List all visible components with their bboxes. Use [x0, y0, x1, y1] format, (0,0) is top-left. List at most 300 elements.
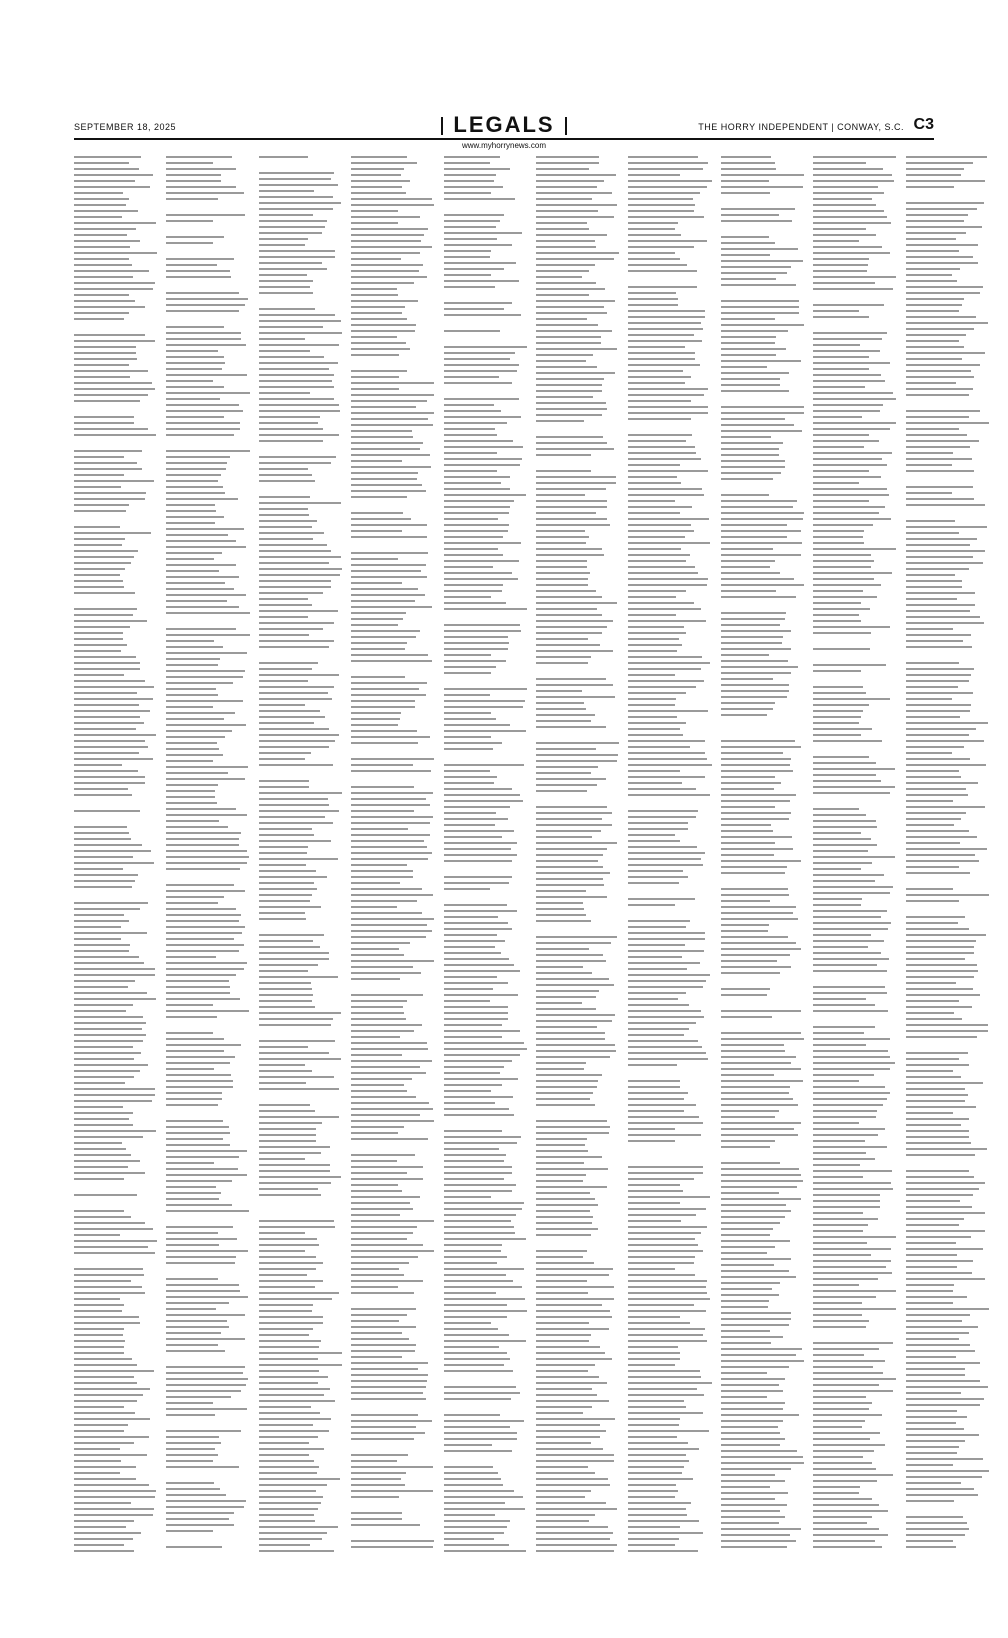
paragraph-gap [444, 1404, 528, 1414]
text-line-placeholder [259, 952, 329, 954]
text-line-placeholder [259, 514, 309, 516]
text-line-placeholder [444, 596, 491, 598]
text-line-placeholder [444, 1178, 504, 1180]
text-line-placeholder [536, 1062, 586, 1064]
text-line-placeholder [628, 782, 682, 784]
text-line-placeholder [74, 850, 151, 852]
text-line-placeholder [721, 690, 789, 692]
text-line-placeholder [351, 1036, 400, 1038]
text-line-placeholder [259, 1298, 332, 1300]
text-line-placeholder [259, 374, 334, 376]
text-line-placeholder [536, 512, 596, 514]
text-line-placeholder [628, 1166, 703, 1168]
text-line-placeholder [351, 1438, 414, 1440]
text-line-placeholder [813, 1122, 859, 1124]
text-line-placeholder [351, 1392, 423, 1394]
text-line-placeholder [351, 370, 406, 372]
text-line-placeholder [351, 216, 420, 218]
text-line-placeholder [628, 1328, 704, 1330]
text-line-placeholder [351, 1414, 417, 1416]
text-line-placeholder [536, 1400, 609, 1402]
text-line-placeholder [536, 908, 584, 910]
text-line-placeholder [351, 1078, 411, 1080]
text-line-placeholder [906, 770, 960, 772]
text-line-placeholder [351, 264, 423, 266]
text-line-placeholder [628, 882, 678, 884]
text-line-placeholder [166, 784, 217, 786]
text-line-placeholder [166, 712, 235, 714]
text-line-placeholder [813, 398, 896, 400]
paragraph-gap [351, 1404, 435, 1414]
text-line-placeholder [813, 578, 873, 580]
paragraph-gap [166, 1420, 250, 1430]
text-line-placeholder [74, 258, 129, 260]
text-line-placeholder [259, 1550, 335, 1552]
paragraph-gap [74, 892, 158, 902]
text-line-placeholder [813, 1438, 870, 1440]
text-line-placeholder [74, 246, 130, 248]
text-line-placeholder [721, 1032, 801, 1034]
text-line-placeholder [74, 1070, 140, 1072]
text-line-placeholder [628, 192, 699, 194]
paragraph-gap [444, 866, 528, 876]
text-line-placeholder [813, 156, 895, 158]
text-line-placeholder [166, 1104, 217, 1106]
text-line-placeholder [536, 560, 587, 562]
text-line-placeholder [721, 542, 802, 544]
text-line-placeholder [628, 1520, 699, 1522]
text-line-placeholder [74, 376, 130, 378]
text-line-placeholder [351, 1332, 402, 1334]
text-line-placeholder [444, 524, 510, 526]
page-number: C3 [913, 116, 934, 133]
text-line-placeholder [444, 1244, 502, 1246]
paragraph-gap [444, 204, 528, 214]
text-line-placeholder [628, 1454, 686, 1456]
text-line-placeholder [166, 1408, 247, 1410]
text-line-placeholder [721, 174, 804, 176]
text-line-placeholder [813, 922, 891, 924]
text-line-placeholder [351, 960, 434, 962]
text-line-placeholder [721, 764, 790, 766]
text-line-placeholder [74, 340, 155, 342]
text-line-placeholder [259, 982, 311, 984]
text-line-placeholder [721, 906, 796, 908]
text-line-placeholder [721, 418, 785, 420]
text-line-placeholder [906, 1326, 978, 1328]
text-line-placeholder [906, 556, 973, 558]
text-line-placeholder [259, 882, 314, 884]
text-line-placeholder [74, 1118, 129, 1120]
text-line-placeholder [74, 638, 123, 640]
text-line-placeholder [628, 1016, 704, 1018]
text-line-placeholder [444, 1310, 527, 1312]
text-line-placeholder [259, 734, 340, 736]
text-line-placeholder [536, 408, 607, 410]
text-line-placeholder [444, 274, 491, 276]
text-line-placeholder [813, 1456, 863, 1458]
text-line-placeholder [906, 1030, 988, 1032]
text-line-placeholder [74, 434, 156, 436]
text-line-placeholder [166, 404, 238, 406]
text-line-placeholder [74, 1454, 147, 1456]
text-line-placeholder [74, 1046, 133, 1048]
text-line-placeholder [628, 974, 709, 976]
text-line-placeholder [444, 842, 517, 844]
text-line-placeholder [628, 840, 680, 842]
text-line-placeholder [628, 1514, 687, 1516]
text-line-placeholder [906, 1338, 960, 1340]
paragraph-gap [721, 1000, 805, 1010]
text-line-placeholder [906, 1088, 966, 1090]
text-line-placeholder [536, 954, 603, 956]
text-line-placeholder [351, 222, 398, 224]
text-line-placeholder [166, 192, 243, 194]
text-line-placeholder [166, 1174, 247, 1176]
paragraph-gap [259, 162, 343, 172]
text-line-placeholder [351, 1090, 406, 1092]
text-line-placeholder [721, 186, 803, 188]
text-line-placeholder [74, 544, 122, 546]
text-line-placeholder [536, 330, 612, 332]
text-line-placeholder [906, 1218, 964, 1220]
text-line-placeholder [813, 916, 881, 918]
text-line-placeholder [351, 558, 398, 560]
text-line-placeholder [906, 322, 988, 324]
text-line-placeholder [813, 1408, 869, 1410]
text-line-placeholder [166, 1442, 221, 1444]
text-line-placeholder [813, 998, 866, 1000]
text-line-placeholder [906, 604, 976, 606]
text-line-placeholder [166, 802, 216, 804]
text-line-placeholder [444, 156, 500, 158]
text-line-placeholder [906, 334, 966, 336]
text-line-placeholder [74, 1240, 157, 1242]
text-line-placeholder [721, 1198, 801, 1200]
text-line-placeholder [351, 1262, 409, 1264]
text-line-placeholder [444, 1496, 523, 1498]
text-line-placeholder [536, 518, 607, 520]
text-line-placeholder [813, 1176, 863, 1178]
text-line-placeholder [628, 904, 675, 906]
text-line-placeholder [166, 1454, 217, 1456]
text-line-placeholder [536, 454, 591, 456]
text-line-placeholder [259, 1188, 318, 1190]
text-line-placeholder [259, 1304, 314, 1306]
text-line-placeholder [351, 1280, 423, 1282]
text-line-placeholder [906, 710, 971, 712]
text-line-placeholder [351, 1398, 426, 1400]
text-line-placeholder [351, 288, 397, 290]
text-line-placeholder [721, 1068, 802, 1070]
text-line-placeholder [721, 1062, 792, 1064]
text-line-placeholder [444, 1108, 510, 1110]
paragraph-gap [813, 294, 897, 304]
text-line-placeholder [536, 1126, 610, 1128]
text-line-placeholder [444, 1208, 522, 1210]
text-line-placeholder [813, 216, 887, 218]
text-line-placeholder [813, 1092, 890, 1094]
text-line-placeholder [536, 1322, 589, 1324]
text-line-placeholder [906, 208, 977, 210]
text-line-placeholder [351, 918, 434, 920]
text-line-placeholder [536, 1454, 614, 1456]
text-line-placeholder [628, 1140, 675, 1142]
text-line-placeholder [259, 876, 327, 878]
text-line-placeholder [259, 280, 314, 282]
text-line-placeholder [721, 900, 771, 902]
text-line-placeholder [906, 1076, 961, 1078]
text-line-placeholder [536, 1256, 583, 1258]
text-line-placeholder [628, 1526, 680, 1528]
text-line-placeholder [259, 686, 334, 688]
text-line-placeholder [74, 504, 129, 506]
text-line-placeholder [444, 1102, 495, 1104]
text-line-placeholder [444, 700, 525, 702]
text-line-placeholder [444, 1202, 525, 1204]
text-line-placeholder [536, 506, 607, 508]
text-line-placeholder [536, 162, 599, 164]
text-line-placeholder [813, 728, 872, 730]
text-line-placeholder [628, 1190, 683, 1192]
text-line-placeholder [721, 1192, 779, 1194]
text-line-placeholder [813, 310, 859, 312]
text-line-placeholder [74, 1544, 124, 1546]
text-line-placeholder [628, 418, 691, 420]
text-line-placeholder [628, 334, 694, 336]
text-line-placeholder [906, 1386, 988, 1388]
paragraph-gap [536, 426, 620, 436]
text-line-placeholder [906, 422, 989, 424]
text-line-placeholder [444, 988, 494, 990]
text-line-placeholder [536, 192, 612, 194]
text-line-placeholder [351, 1250, 433, 1252]
text-line-placeholder [536, 252, 619, 254]
text-line-placeholder [906, 1522, 967, 1524]
text-line-placeholder [628, 1376, 701, 1378]
text-line-placeholder [444, 1538, 494, 1540]
text-line-placeholder [813, 614, 859, 616]
text-line-placeholder [444, 1012, 509, 1014]
text-line-placeholder [628, 560, 686, 562]
paragraph-gap [74, 440, 158, 450]
text-line-placeholder [906, 782, 978, 784]
text-line-placeholder [536, 476, 616, 478]
text-line-placeholder [444, 1532, 504, 1534]
paragraph-gap [628, 1156, 712, 1166]
text-line-placeholder [444, 364, 520, 366]
text-line-placeholder [721, 1074, 774, 1076]
text-line-placeholder [74, 1194, 137, 1196]
paragraph-gap [628, 800, 712, 810]
text-line-placeholder [906, 186, 955, 188]
text-line-placeholder [536, 1466, 588, 1468]
text-line-placeholder [166, 162, 212, 164]
text-line-placeholder [351, 324, 416, 326]
text-line-placeholder [906, 440, 979, 442]
text-line-placeholder [813, 410, 879, 412]
text-line-placeholder [166, 796, 215, 798]
text-line-placeholder [628, 686, 696, 688]
text-line-placeholder [444, 440, 514, 442]
text-line-placeholder [813, 814, 866, 816]
text-line-placeholder [906, 310, 959, 312]
text-line-placeholder [444, 642, 510, 644]
text-line-placeholder [259, 1502, 321, 1504]
paragraph-gap [906, 1042, 990, 1052]
paragraph-gap [813, 638, 897, 648]
text-line-placeholder [813, 786, 894, 788]
text-line-placeholder [628, 1538, 678, 1540]
text-line-placeholder [628, 156, 698, 158]
text-line-placeholder [906, 174, 961, 176]
text-line-placeholder [721, 348, 787, 350]
text-line-placeholder [259, 1292, 339, 1294]
text-line-placeholder [444, 470, 498, 472]
text-line-placeholder [628, 1460, 688, 1462]
text-line-placeholder [906, 328, 975, 330]
text-line-placeholder [536, 542, 586, 544]
text-line-placeholder [259, 1146, 330, 1148]
text-line-placeholder [74, 358, 137, 360]
text-line-placeholder [721, 930, 768, 932]
text-line-placeholder [74, 264, 132, 266]
text-line-placeholder [259, 976, 338, 978]
text-line-placeholder [444, 976, 497, 978]
text-line-placeholder [444, 1420, 525, 1422]
text-line-placeholder [628, 210, 694, 212]
text-line-placeholder [74, 874, 138, 876]
text-line-placeholder [536, 354, 593, 356]
text-line-placeholder [906, 226, 982, 228]
text-line-placeholder [259, 804, 330, 806]
text-line-placeholder [628, 434, 692, 436]
text-line-placeholder [813, 986, 885, 988]
text-line-placeholder [166, 956, 216, 958]
text-line-placeholder [906, 634, 972, 636]
text-line-placeholder [906, 1182, 986, 1184]
text-line-placeholder [444, 1340, 526, 1342]
text-line-placeholder [259, 1370, 319, 1372]
text-line-placeholder [74, 1388, 150, 1390]
text-line-placeholder [628, 1232, 701, 1234]
text-line-placeholder [813, 722, 859, 724]
text-line-placeholder [74, 1484, 149, 1486]
text-line-placeholder [259, 668, 312, 670]
text-line-placeholder [74, 1424, 128, 1426]
text-line-placeholder [259, 468, 308, 470]
text-line-placeholder [444, 174, 496, 176]
text-line-placeholder [536, 288, 605, 290]
text-line-placeholder [444, 922, 509, 924]
text-line-placeholder [628, 962, 699, 964]
text-line-placeholder [536, 336, 601, 338]
text-line-placeholder [906, 1242, 956, 1244]
text-line-placeholder [628, 1098, 683, 1100]
text-line-placeholder [166, 1500, 246, 1502]
text-line-placeholder [721, 312, 799, 314]
text-line-placeholder [259, 988, 312, 990]
text-line-placeholder [444, 518, 499, 520]
text-line-placeholder [628, 470, 708, 472]
text-line-placeholder [906, 872, 971, 874]
text-line-placeholder [906, 800, 953, 802]
text-line-placeholder [444, 1472, 499, 1474]
text-line-placeholder [628, 1058, 708, 1060]
text-line-placeholder [166, 434, 234, 436]
text-line-placeholder [259, 286, 310, 288]
text-line-placeholder [536, 1316, 612, 1318]
text-line-placeholder [813, 316, 868, 318]
text-line-placeholder [351, 306, 405, 308]
text-line-placeholder [721, 406, 804, 408]
text-line-placeholder [166, 1338, 245, 1340]
text-line-placeholder [721, 1146, 771, 1148]
text-line-placeholder [628, 524, 690, 526]
text-line-placeholder [74, 1016, 143, 1018]
text-line-placeholder [259, 344, 339, 346]
text-line-placeholder [721, 752, 783, 754]
text-line-placeholder [351, 536, 427, 538]
text-line-placeholder [351, 828, 408, 830]
text-line-placeholder [351, 412, 433, 414]
text-line-placeholder [259, 958, 330, 960]
paragraph-gap [536, 460, 620, 470]
text-line-placeholder [906, 1212, 986, 1214]
text-line-placeholder [813, 1444, 884, 1446]
text-line-placeholder [166, 374, 247, 376]
paragraph-gap [628, 910, 712, 920]
text-line-placeholder [906, 1470, 989, 1472]
text-line-placeholder [74, 728, 136, 730]
text-line-placeholder [536, 186, 597, 188]
text-line-placeholder [444, 812, 496, 814]
text-line-placeholder [536, 1002, 582, 1004]
text-line-placeholder [813, 892, 889, 894]
text-line-placeholder [906, 1064, 970, 1066]
text-line-placeholder [906, 994, 980, 996]
text-line-placeholder [628, 828, 688, 830]
paragraph-gap [166, 204, 250, 214]
text-line-placeholder [721, 624, 780, 626]
text-line-placeholder [906, 434, 967, 436]
text-line-placeholder [351, 1314, 406, 1316]
text-line-placeholder [906, 1284, 955, 1286]
text-line-placeholder [536, 608, 597, 610]
text-line-placeholder [166, 950, 238, 952]
text-line-placeholder [259, 1122, 322, 1124]
notice-column [906, 156, 990, 1560]
text-line-placeholder [444, 446, 523, 448]
text-line-placeholder [74, 1178, 124, 1180]
text-line-placeholder [259, 1328, 314, 1330]
text-line-placeholder [74, 1418, 150, 1420]
text-line-placeholder [906, 646, 972, 648]
text-line-placeholder [259, 780, 309, 782]
text-line-placeholder [628, 518, 709, 520]
text-line-placeholder [351, 1208, 413, 1210]
text-line-placeholder [813, 1152, 866, 1154]
text-line-placeholder [906, 1458, 983, 1460]
text-line-placeholder [906, 622, 984, 624]
text-line-placeholder [259, 1000, 312, 1002]
text-line-placeholder [536, 1098, 590, 1100]
header-rule [74, 138, 934, 140]
text-line-placeholder [906, 168, 965, 170]
text-line-placeholder [74, 1538, 133, 1540]
paragraph-gap [351, 1298, 435, 1308]
text-line-placeholder [536, 1050, 616, 1052]
